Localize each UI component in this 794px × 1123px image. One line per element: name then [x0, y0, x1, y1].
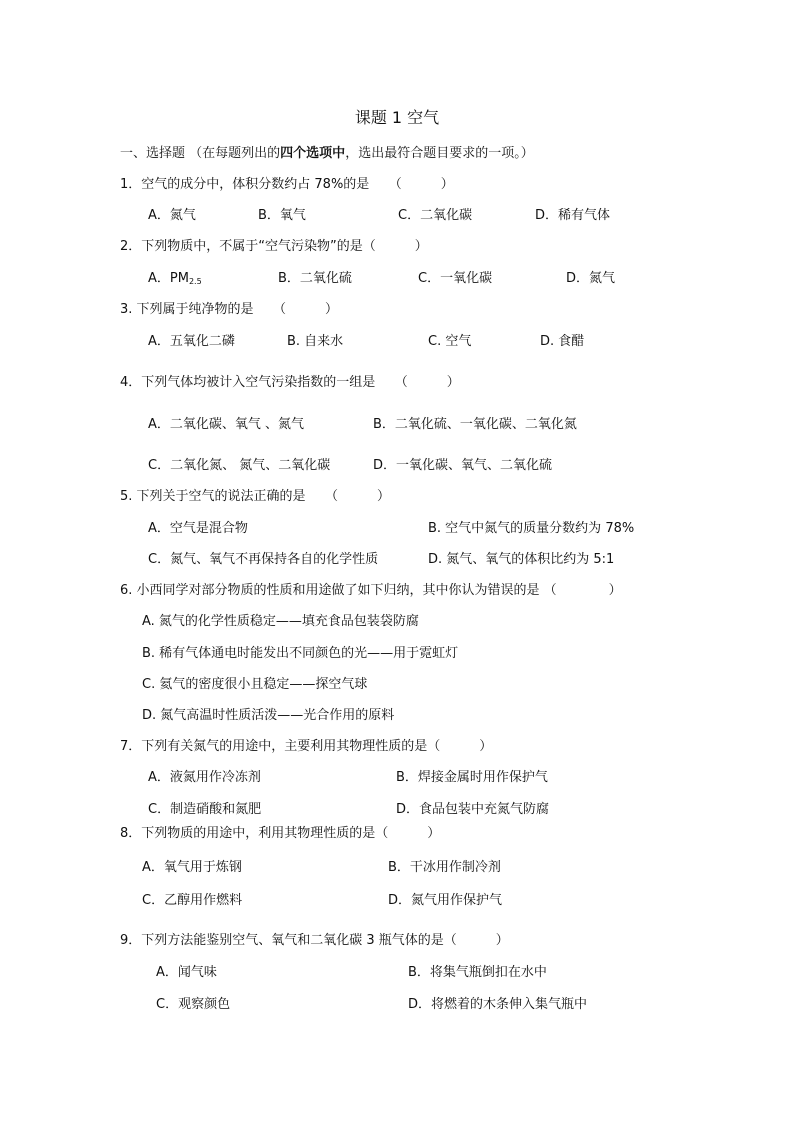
q8-option-d: D．氮气用作保护气 [388, 893, 503, 908]
question-1-stem: 1．空气的成分中，体积分数约占 78%的是 （ ） [120, 177, 454, 192]
q2-option-a-label: A．PM [148, 271, 189, 286]
q9-option-a: A．闻气味 [156, 965, 217, 980]
q4-option-c: C．二氧化氮、 氮气、二氧化碳 [148, 458, 331, 473]
section-heading-line [120, 146, 534, 162]
q1-option-a: A．氮气 [148, 208, 196, 223]
q7-option-a: A．液氮用作冷冻剂 [148, 770, 261, 785]
q3-option-a: A．五氧化二磷 [148, 334, 235, 349]
question-6-stem: 6. 小西同学对部分物质的性质和用途做了如下归纳，其中你认为错误的是 （ ） [120, 583, 622, 598]
question-8-stem: 8．下列物质的用途中，利用其物理性质的是（ ） [120, 826, 441, 841]
question-2-stem: 2．下列物质中，不属于“空气污染物”的是（ ） [120, 239, 428, 254]
q7-option-b: B．焊接金属时用作保护气 [396, 770, 548, 785]
q7-option-d: D．食品包装中充氮气防腐 [396, 802, 550, 817]
q6-option-b: B. 稀有气体通电时能发出不同颜色的光——用于霓虹灯 [142, 646, 459, 661]
q5-option-d: D. 氮气、氧气的体积比约为 5:1 [428, 552, 615, 567]
q6-option-d: D. 氮气高温时性质活泼——光合作用的原料 [142, 708, 395, 723]
q2-option-c: C．一氧化碳 [418, 271, 493, 286]
question-4-stem: 4．下列气体均被计入空气污染指数的一组是 （ ） [120, 375, 460, 390]
q5-option-c: C．氮气、氧气不再保持各自的化学性质 [148, 552, 379, 567]
question-9-stem: 9．下列方法能鉴别空气、氧气和二氧化碳 3 瓶气体的是（ ） [120, 933, 509, 948]
q5-option-a: A．空气是混合物 [148, 521, 248, 536]
page-title: 课题 1 空气 [354, 108, 440, 127]
section-heading: 一、选择题 [120, 146, 186, 161]
q9-option-d: D．将燃着的木条伸入集气瓶中 [408, 997, 588, 1012]
q4-option-d: D．一氧化碳、氧气、二氧化硫 [373, 458, 553, 473]
q2-option-b: B．二氧化硫 [278, 271, 352, 286]
q3-option-d: D. 食醋 [540, 334, 585, 349]
q5-option-b: B. 空气中氮气的质量分数约为 78% [428, 521, 635, 536]
section-instructions-c: ，选出最符合题目要求的一项。） [345, 146, 534, 161]
q1-option-c: C．二氧化碳 [398, 208, 473, 223]
question-7-stem: 7．下列有关氮气的用途中，主要利用其物理性质的是（ ） [120, 739, 493, 754]
question-5-stem: 5. 下列关于空气的说法正确的是 （ ） [120, 489, 391, 504]
q2-option-a [148, 271, 202, 290]
q1-option-b: B．氧气 [258, 208, 306, 223]
q2-option-a-subscript: 2.5 [188, 277, 202, 286]
q9-option-c: C．观察颜色 [156, 997, 231, 1012]
q6-option-c: C. 氦气的密度很小且稳定——探空气球 [142, 677, 368, 692]
q7-option-c: C．制造硝酸和氮肥 [148, 802, 262, 817]
q8-option-c: C．乙醇用作燃料 [142, 893, 243, 908]
q6-option-a: A. 氮气的化学性质稳定——填充食品包装袋防腐 [142, 614, 419, 629]
question-3-stem: 3. 下列属于纯净物的是 （ ） [120, 302, 339, 317]
q3-option-b: B. 自来水 [287, 334, 344, 349]
q4-option-a: A．二氧化碳、氧气 、氮气 [148, 417, 305, 432]
q8-option-a: A．氧气用于炼钢 [142, 860, 242, 875]
q8-option-b: B．干冰用作制冷剂 [388, 860, 501, 875]
section-instructions-bold: 四个选项中 [280, 146, 346, 161]
q3-option-c: C. 空气 [428, 334, 472, 349]
q9-option-b: B．将集气瓶倒扣在水中 [408, 965, 547, 980]
q2-option-d: D．氮气 [566, 271, 616, 286]
q4-option-b: B．二氧化硫、一氧化碳、二氧化氮 [373, 417, 577, 432]
q1-option-d: D．稀有气体 [535, 208, 611, 223]
section-instructions-a: （在每题列出的 [189, 146, 281, 161]
